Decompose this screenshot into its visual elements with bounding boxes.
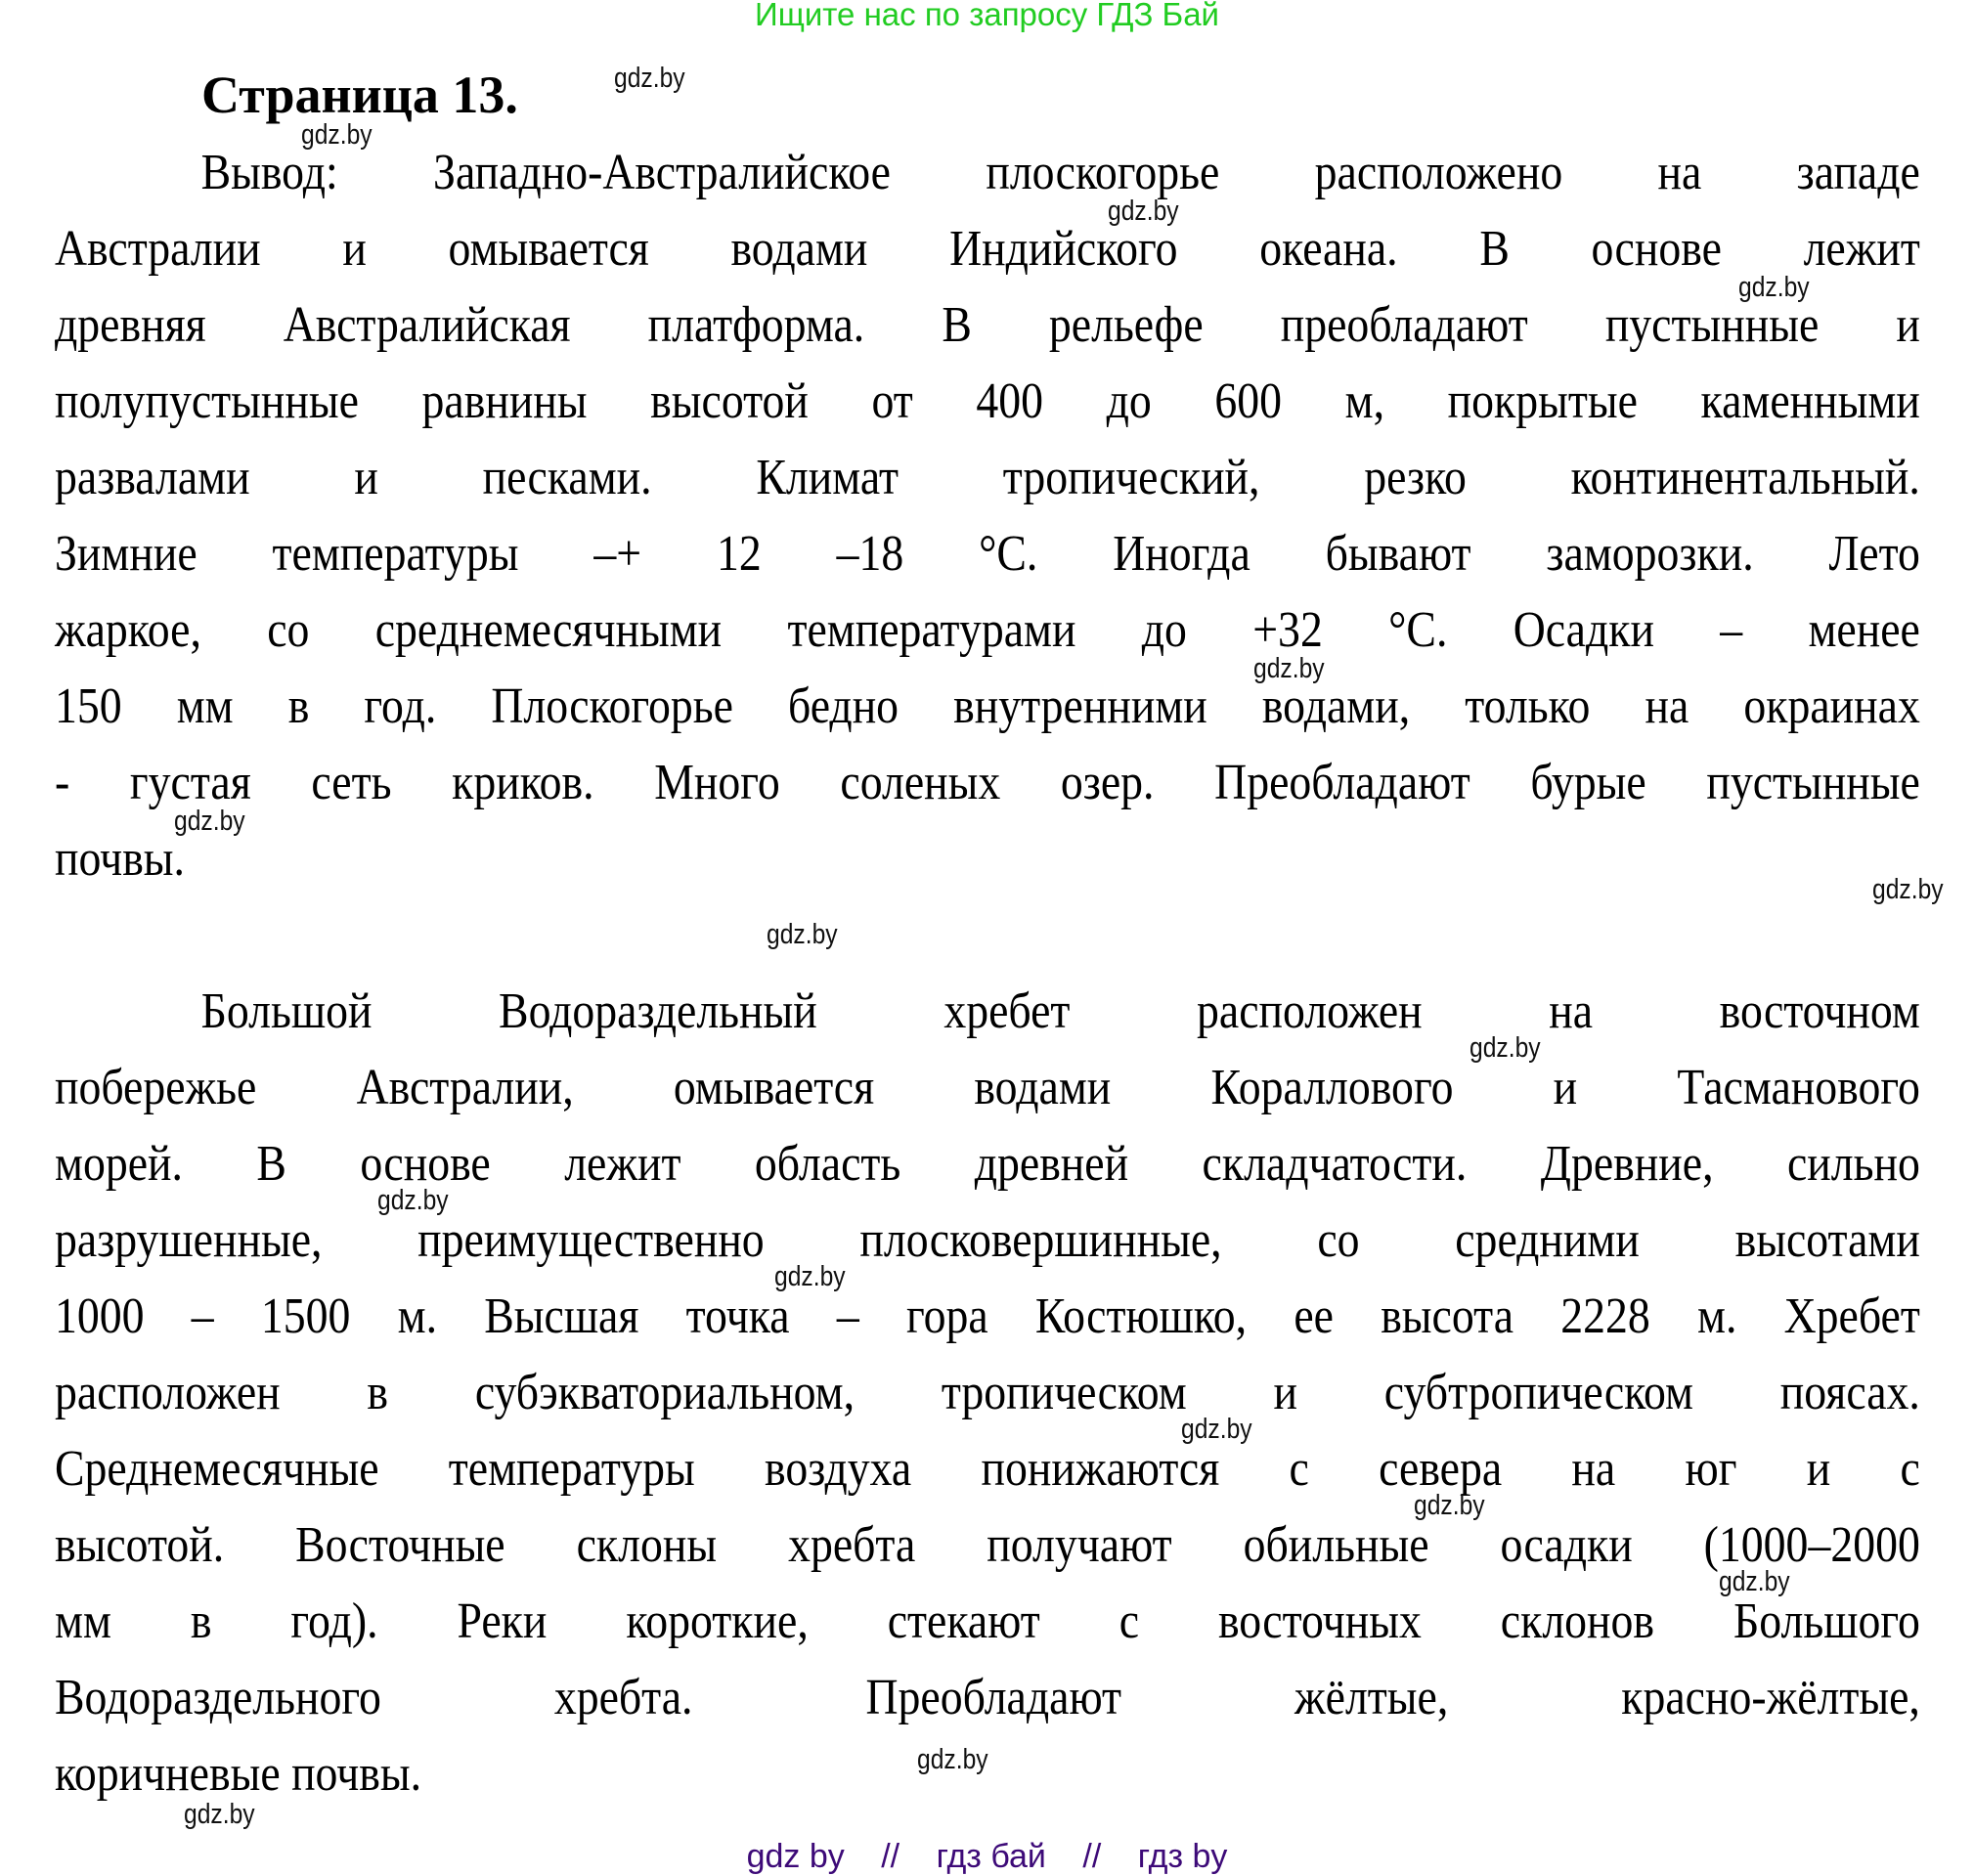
watermark: gdz.by <box>377 1185 449 1216</box>
watermark: gdz.by <box>774 1261 846 1292</box>
search-banner: Ищите нас по запросу ГДЗ Бай <box>755 0 1219 32</box>
watermark: gdz.by <box>184 1799 255 1830</box>
watermark: gdz.by <box>614 63 685 94</box>
text-line: древняя Австралийская платформа. В рельефе преобладают пустынные и <box>55 297 1920 353</box>
text-line: Среднемесячные температуры воздуха понижаются с севера на юг и с <box>55 1441 1920 1497</box>
watermark: gdz.by <box>1738 272 1810 303</box>
watermark: gdz.by <box>917 1744 988 1775</box>
text-line: 150 мм в год. Плоскогорье бедно внутренними водами, только на окраинах <box>55 678 1920 734</box>
text-line: мм в год). Реки короткие, стекают с восточных склонов Большого <box>55 1593 1920 1649</box>
watermark: gdz.by <box>1253 653 1325 684</box>
text-line: Австралии и омывается водами Индийского океана. В основе лежит <box>55 221 1920 277</box>
text-line: 1000 – 1500 м. Высшая точка – гора Костюшко, ее высота 2228 м. Хребет <box>55 1288 1920 1344</box>
text-line: Водораздельного хребта. Преобладают жёлтые, красно-жёлтые, <box>55 1670 1920 1725</box>
text-line: полупустынные равнины высотой от 400 до 600 м, покрытые каменными <box>55 373 1920 429</box>
text-line: расположен в субэкваториальном, тропическом и субтропическом поясах. <box>55 1365 1920 1420</box>
text-line: Вывод: Западно-Австралийское плоскогорье расположено на западе <box>200 145 1920 200</box>
watermark: gdz.by <box>174 806 245 837</box>
text-line: коричневые почвы. <box>55 1746 422 1802</box>
watermark: gdz.by <box>1719 1566 1790 1597</box>
watermark: gdz.by <box>1872 874 1944 905</box>
footer-separator: // <box>1082 1838 1102 1875</box>
footer-link-gdz-by-cyr[interactable]: гдз by <box>1137 1838 1228 1875</box>
watermark: gdz.by <box>1108 196 1179 227</box>
watermark: gdz.by <box>1414 1490 1485 1521</box>
text-line: морей. В основе лежит область древней складчатости. Древние, сильно <box>55 1136 1920 1192</box>
text-line: Большой Водораздельный хребет расположен на восточном <box>200 983 1920 1039</box>
footer-link-gdz-bai[interactable]: гдз бай <box>936 1838 1046 1875</box>
watermark: gdz.by <box>301 119 373 151</box>
text-line: - густая сеть криков. Много соленых озер. Преобладают бурые пустынные <box>55 755 1920 810</box>
text-line: жаркое, со среднемесячными температурами до +32 °С. Осадки – менее <box>55 602 1920 658</box>
footer-link-gdz-by[interactable]: gdz by <box>746 1838 845 1875</box>
watermark: gdz.by <box>1181 1414 1252 1445</box>
text-line: разрушенные, преимущественно плосковершинные, со средними высотами <box>55 1212 1920 1268</box>
watermark: gdz.by <box>1470 1032 1541 1064</box>
text-line: Зимние температуры –+ 12 –18 °С. Иногда бывают заморозки. Лето <box>55 526 1920 582</box>
text-line: высотой. Восточные склоны хребта получают обильные осадки (1000–2000 <box>55 1517 1920 1573</box>
text-line: почвы. <box>55 831 185 887</box>
text-line: развалами и песками. Климат тропический, резко континентальный. <box>55 450 1920 505</box>
footer-links <box>0 1838 1974 1876</box>
text-line: побережье Австралии, омывается водами Кораллового и Тасманового <box>55 1060 1920 1115</box>
footer-separator: // <box>881 1838 900 1875</box>
watermark: gdz.by <box>767 919 838 950</box>
page-title: Страница 13. <box>201 65 518 124</box>
